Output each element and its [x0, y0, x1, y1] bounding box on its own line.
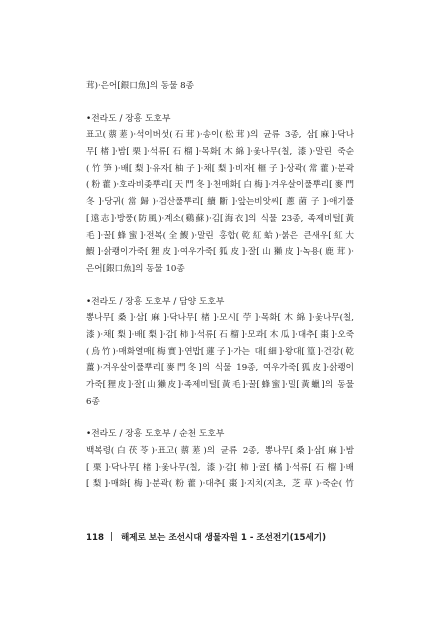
- body-line: 漆)·채[梨]·배[梨]·감[柿]·석류[石榴]·모과[木瓜]·대추[棗]·오죽: [86, 329, 354, 340]
- body-line: 표고(蔈蒫)·석이버섯(石茸)·송이(松茸)의 균류 3종, 삼[麻]·닥나: [86, 130, 354, 141]
- body-line: [遠志]·방풍(防風)·계소(鷄蘇)·김[海衣]의 식물 23종, 족제비털[黃: [86, 213, 354, 224]
- body-line: 鰕]·삵쾡이가죽[狸皮]·여우가죽[狐皮]·잘[山獺皮]·녹용(鹿茸)·: [86, 247, 354, 258]
- section-gap: [86, 95, 354, 111]
- body-line: 은어[銀口魚]의 동물 10종: [86, 263, 185, 274]
- body-line: 薑)·겨우살이풀뿌리[麥門冬]의 식물 19종, 여우가죽[狐皮]·삵쾡이: [86, 363, 354, 374]
- section-heading: •전라도 / 장흥 도호부 / 담양 도호부: [86, 296, 225, 307]
- body-line: (粉藿)·호라비좆뿌리[天門冬]·천매화[白梅]·겨우살이풀뿌리[麥門: [86, 180, 354, 191]
- body-line: 冬]·당귀(當歸)·검산풀뿌리[續斷]·앞는비앗씨[蔥菌子]·애기풀: [86, 197, 354, 208]
- body-line: (竹笋)·배[梨]·유자[柚子]·채[梨]·비자[榧子]·상곽(常藿)·분곽: [86, 163, 354, 174]
- body-line: 뽕나무[桑]·삼[麻]·닥나무[楮]·모시[苧]·목화[木綿]·옻나무(칠,: [86, 313, 354, 324]
- footer-divider: [111, 532, 112, 541]
- page-footer: [86, 531, 326, 543]
- section-gap: [86, 410, 354, 426]
- section-gap: [86, 278, 354, 294]
- section-heading: •전라도 / 장흥 도호부: [86, 113, 171, 124]
- body-line: 백복령(白茯苓)·표고(蔈蒫)의 균류 2종, 뽕나무[桑]·삼[麻]·밤: [86, 446, 354, 457]
- body-line: [栗]·닥나무[楮]·옻나무(칠, 漆)·감[柿]·귤[橘]·석류[石榴]·배: [86, 462, 354, 473]
- body-line: [梨]·매화[梅]·분곽(粉藿)·대추[棗]·지치(지초, 芝草)·죽순(竹: [86, 479, 354, 490]
- body-line: 가죽[狸皮]·잘[山獺皮]·족제비털[黃毛]·꿀[蜂蜜]·밀[黃蠟]의 동물: [86, 380, 354, 390]
- body-line: 毛]·꿀[蜂蜜]·전복(全鰒)·말린 홍합(乾紅蛤)·붉은 큰새우[紅大: [86, 230, 354, 241]
- page-body: [86, 78, 354, 493]
- body-line: 茸)·은어[銀口魚]의 동물 8종: [86, 81, 194, 91]
- body-line: 6종: [86, 396, 100, 407]
- body-line: (烏竹)·매화열매[梅實]·연밥[蓮子]·가는 대[細]·왕대[篁]·건강(乾: [86, 346, 354, 357]
- body-line: 무[楮]·밤[栗]·석류[石榴]·목화[木綿]·옻나무(칠, 漆)·말린 죽순: [86, 147, 354, 158]
- book-title: 해제로 보는 조선시대 생물자원 1 - 조선전기(15세기): [120, 533, 326, 543]
- page-number: 118: [86, 533, 104, 543]
- section-heading: •전라도 / 장흥 도호부 / 순천 도호부: [86, 429, 225, 440]
